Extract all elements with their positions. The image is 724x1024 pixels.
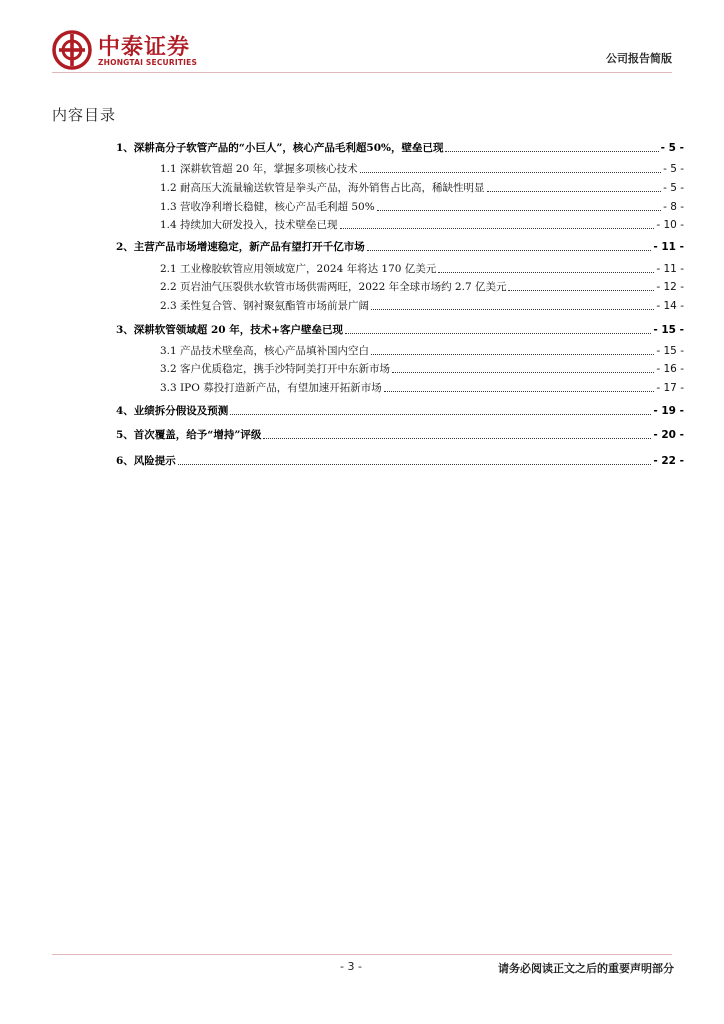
toc-entry[interactable] — [160, 381, 684, 395]
toc-entry-title: 3.1 产品技术壁垒高，核心产品填补国内空白 — [160, 345, 370, 357]
toc-dot-leader — [487, 191, 662, 192]
toc-dot-leader — [392, 372, 654, 373]
footer-divider — [52, 954, 672, 955]
toc-dot-leader — [445, 151, 658, 152]
toc-entry-title: 1、深耕高分子软管产品的“小巨人”，核心产品毛利超50%，壁垒已现 — [116, 142, 444, 154]
toc-entry-page: - 12 - — [656, 281, 684, 293]
toc-entry-page: - 15 - — [653, 324, 684, 336]
toc-entry-page: - 5 - — [660, 142, 684, 154]
toc-dot-leader — [438, 272, 654, 273]
toc-entry-title: 5、首次覆盖，给予“增持”评级 — [116, 429, 262, 441]
toc-entry-page: - 15 - — [656, 345, 684, 357]
toc-entry[interactable] — [160, 218, 684, 232]
toc-entry-title: 3、深耕软管领域超 20 年，技术+客户壁垒已现 — [116, 324, 344, 336]
toc-entry[interactable] — [160, 299, 684, 313]
toc-entry-page: - 19 - — [653, 405, 684, 417]
toc-entry-title: 3.3 IPO 募投打造新产品，有望加速开拓新市场 — [160, 382, 382, 394]
logo-chinese-name: 中泰证券 — [98, 35, 191, 60]
toc-title: 内容目录 — [52, 106, 117, 124]
toc-dot-leader — [367, 250, 652, 251]
toc-entry[interactable] — [160, 262, 684, 276]
toc-dot-leader — [371, 354, 654, 355]
toc-entry[interactable] — [116, 240, 684, 254]
toc-entry-page: - 11 - — [653, 241, 684, 253]
toc-entry-title: 1.4 持续加大研发投入，技术壁垒已现 — [160, 219, 338, 231]
toc-dot-leader — [371, 309, 654, 310]
toc-entry[interactable] — [116, 454, 684, 468]
toc-entry-page: - 11 - — [656, 263, 684, 275]
toc-entry-title: 6、风险提示 — [116, 455, 176, 467]
toc-entry[interactable] — [116, 404, 684, 418]
toc-entry-page: - 8 - — [663, 201, 684, 213]
toc-entry[interactable] — [160, 200, 684, 214]
toc-dot-leader — [178, 464, 652, 465]
toc-dot-leader — [345, 333, 651, 334]
toc-entry-title: 2.2 页岩油气压裂供水软管市场供需两旺，2022 年全球市场约 2.7 亿美元 — [160, 281, 507, 293]
toc-dot-leader — [263, 438, 651, 439]
toc-dot-leader — [508, 290, 654, 291]
report-type-label: 公司报告简版 — [606, 52, 672, 65]
toc-entry-title: 1.2 耐高压大流量输送软管是拳头产品，海外销售占比高，稀缺性明显 — [160, 182, 485, 194]
toc-entry[interactable] — [160, 181, 684, 195]
toc-entry-page: - 20 - — [653, 429, 684, 441]
toc-entry-page: - 14 - — [656, 300, 684, 312]
toc-entry-page: - 17 - — [656, 382, 684, 394]
toc-entry-page: - 16 - — [656, 363, 684, 375]
toc-dot-leader — [360, 172, 661, 173]
toc-entry-title: 2、主营产品市场增速稳定，新产品有望打开千亿市场 — [116, 241, 365, 253]
toc-entry[interactable] — [160, 280, 684, 294]
toc-entry-page: - 5 - — [663, 163, 684, 175]
toc-dot-leader — [340, 228, 655, 229]
toc-entry[interactable] — [160, 362, 684, 376]
toc-entry-title: 1.1 深耕软管超 20 年，掌握多项核心技术 — [160, 163, 358, 175]
page-number: - 3 - — [340, 960, 362, 973]
toc-dot-leader — [377, 210, 661, 211]
footer-disclaimer: 请务必阅读正文之后的重要声明部分 — [498, 962, 674, 975]
toc-entry-title: 2.3 柔性复合管、钢衬聚氨酯管市场前景广阔 — [160, 300, 370, 312]
toc-entry-title: 3.2 客户优质稳定，携手沙特阿美打开中东新市场 — [160, 363, 391, 375]
toc-entry[interactable] — [160, 344, 684, 358]
toc-entry-page: - 5 - — [663, 182, 684, 194]
logo-english-name: ZHONGTAI SECURITIES — [98, 58, 198, 67]
toc-entry[interactable] — [160, 162, 684, 176]
toc-entry-page: - 10 - — [656, 219, 684, 231]
toc-dot-leader — [384, 391, 655, 392]
toc-entry-page: - 22 - — [653, 455, 684, 467]
toc-entry[interactable] — [116, 428, 684, 442]
toc-entry-title: 4、业绩拆分假设及预测 — [116, 405, 229, 417]
toc-entry-title: 1.3 营收净利增长稳健，核心产品毛利超 50% — [160, 201, 375, 213]
toc-dot-leader — [230, 414, 651, 415]
toc-entry-title: 2.1 工业橡胶软管应用领域宽广，2024 年将达 170 亿美元 — [160, 263, 437, 275]
toc-entry[interactable] — [116, 323, 684, 337]
toc-entry[interactable] — [116, 141, 684, 155]
